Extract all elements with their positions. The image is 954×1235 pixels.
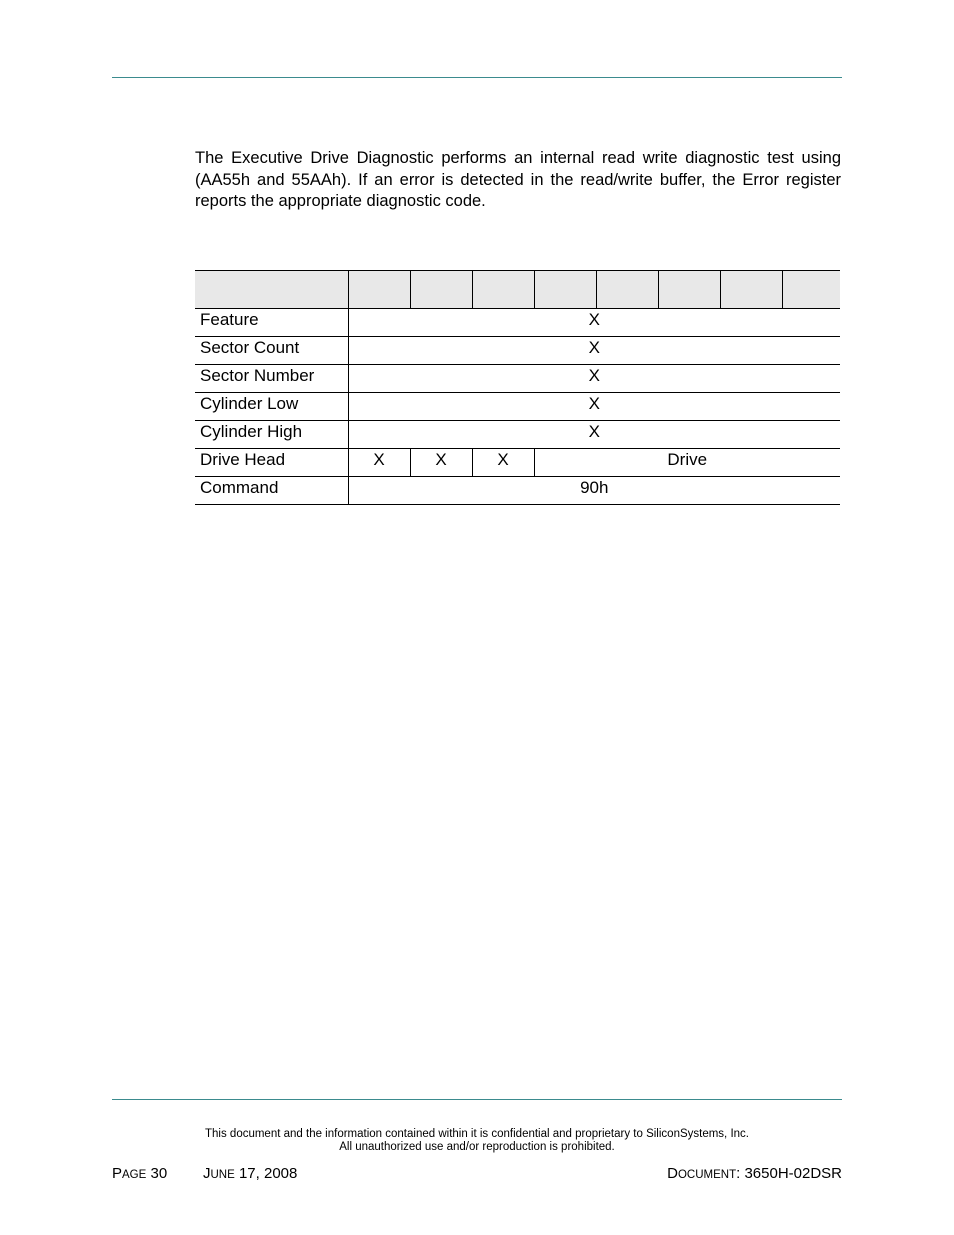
row-label: Sector Number [195,365,348,393]
header-cell [410,271,472,309]
row-label: Cylinder Low [195,393,348,421]
document-date [203,1165,297,1184]
bit6-value: X [410,449,472,477]
date-small: UNE [210,1169,235,1181]
header-cell [195,271,348,309]
confidentiality-notice [112,1128,842,1153]
page-prefix-small: AGE [122,1169,147,1181]
header-cell [534,271,596,309]
date-cap: J [203,1165,211,1182]
table-row [195,421,840,449]
page-number [112,1165,167,1184]
table-row [195,337,840,365]
header-cell [658,271,720,309]
row-value: X [348,421,840,449]
row-value: X [348,365,840,393]
row-value: X [348,309,840,337]
page-prefix-cap: P [112,1165,123,1182]
table-row [195,449,840,477]
doc-cap: D [667,1165,678,1182]
table-row [195,393,840,421]
header-cell [596,271,658,309]
table-row [195,477,840,505]
table-row [195,365,840,393]
table-header-row [195,271,840,309]
date-rest: 17, 2008 [238,1165,298,1182]
page-number-value: 30 [150,1165,168,1182]
row-label: Sector Count [195,337,348,365]
header-cell [348,271,410,309]
document-number [667,1165,842,1184]
description-paragraph: The Executive Drive Diagnostic performs an internal read write diagnostic test using (AA55h and 55AAh). If an error is detected in the read/write buffer, the Error register reports the appropriate diagnostic code. [195,149,841,210]
row-label: Command [195,477,348,505]
confidentiality-line-1: This document and the information contained within it is confidential and proprietary to SiliconSystems, Inc. [205,1128,749,1140]
register-table [195,270,840,505]
bit7-value: X [348,449,410,477]
row-label: Cylinder High [195,421,348,449]
bit5-value: X [472,449,534,477]
header-cell [720,271,782,309]
header-rule [112,77,842,78]
table-row [195,309,840,337]
row-label: Feature [195,309,348,337]
row-label: Drive Head [195,449,348,477]
footer-rule [112,1099,842,1100]
row-value: X [348,393,840,421]
row-value: 90h [348,477,840,505]
doc-small: OCUMENT [677,1169,737,1181]
row-value: X [348,337,840,365]
header-cell [472,271,534,309]
doc-number-value: : 3650H-02DSR [736,1165,842,1182]
drive-value: Drive [534,449,840,477]
header-cell [782,271,840,309]
confidentiality-line-2: All unauthorized use and/or reproduction is prohibited. [339,1140,615,1153]
